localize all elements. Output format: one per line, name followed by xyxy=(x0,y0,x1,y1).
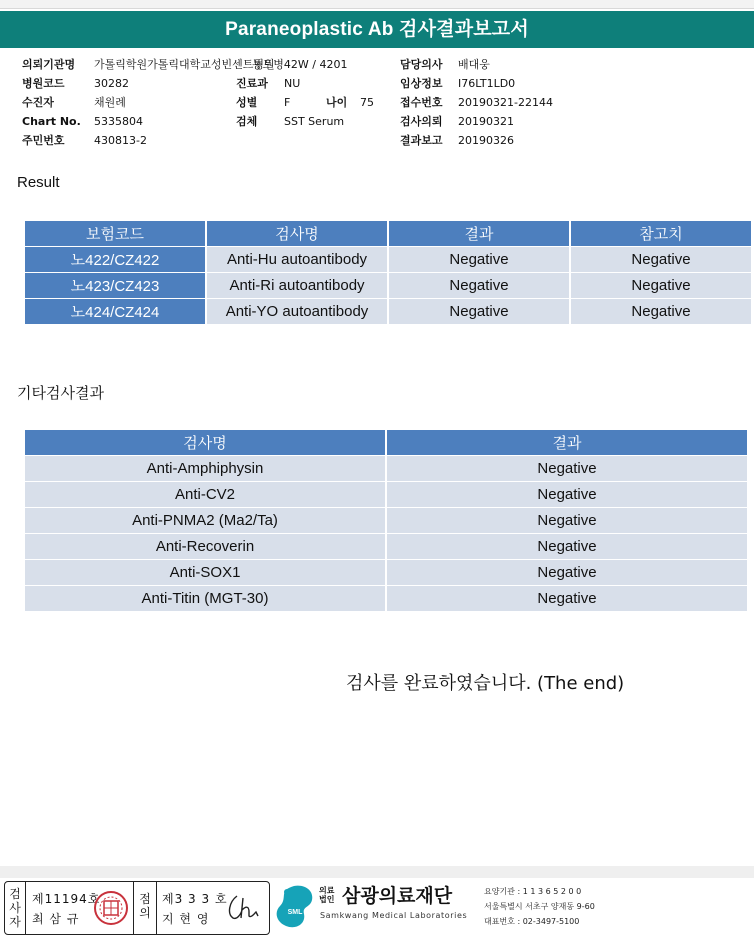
org-prefix-bottom: 법인 xyxy=(319,895,335,904)
org-prefix xyxy=(319,886,334,904)
info-label: 주민번호 xyxy=(22,134,65,147)
table-row xyxy=(25,586,747,611)
info-label: 의뢰기관명 xyxy=(22,58,76,71)
org-phone: 대표번호 : 02-3497-5100 xyxy=(484,917,580,926)
org-address: 서울특별시 서초구 양재동 9-60 xyxy=(484,902,595,911)
report-title: Paraneoplastic Ab 검사결과보고서 xyxy=(0,11,754,48)
insurance-code-cell: 노422/CZ422 xyxy=(25,247,205,272)
reference-cell: Negative xyxy=(571,299,751,324)
table-row xyxy=(25,560,747,585)
test-name-cell: Anti-Titin (MGT-30) xyxy=(25,586,385,611)
column-header: 결과 xyxy=(389,221,569,246)
org-code: 요양기관 : 1 1 3 6 5 2 0 0 xyxy=(484,887,582,896)
inspector-license: 제11194호 xyxy=(32,892,101,906)
test-name-cell: Anti-Recoverin xyxy=(25,534,385,559)
result-cell: Negative xyxy=(387,560,747,585)
insurance-code-cell: 노423/CZ423 xyxy=(25,273,205,298)
info-label: Chart No. xyxy=(22,115,81,128)
test-name-cell: Anti-Hu autoantibody xyxy=(207,247,387,272)
org-name-english: Samkwang Medical Laboratories xyxy=(320,911,468,920)
reviewer-tag-char: 점 xyxy=(139,892,151,906)
insurance-code-cell: 노424/CZ424 xyxy=(25,299,205,324)
table-row xyxy=(25,247,751,272)
result-cell: Negative xyxy=(387,482,747,507)
info-label: 검사의뢰 xyxy=(400,115,443,128)
signature-box xyxy=(4,881,270,935)
inspector-tag xyxy=(6,887,24,929)
info-mid-row xyxy=(236,93,374,112)
inspector-tag-char: 자 xyxy=(9,915,21,929)
table-row xyxy=(25,534,747,559)
info-mid-row xyxy=(236,74,300,93)
info-value: 가톨릭학원가톨릭대학교성빈센트병원 xyxy=(94,58,275,71)
result-cell: Negative xyxy=(387,456,747,481)
divider xyxy=(156,882,157,934)
seal-stamp-icon xyxy=(93,889,129,927)
column-header: 검사명 xyxy=(207,221,387,246)
test-name-cell: Anti-PNMA2 (Ma2/Ta) xyxy=(25,508,385,533)
info-value: 30282 xyxy=(94,77,129,90)
org-name: 삼광의료재단 xyxy=(342,885,453,907)
inspector-tag-char: 검 xyxy=(9,887,21,901)
test-name-cell: Anti-CV2 xyxy=(25,482,385,507)
result-cell: Negative xyxy=(389,247,569,272)
ward-value: 동트병42W / 4201 xyxy=(252,58,348,71)
column-header: 보험코드 xyxy=(25,221,205,246)
info-value: 430813-2 xyxy=(94,134,147,147)
table-header-row xyxy=(25,430,747,455)
column-header: 결과 xyxy=(387,430,747,455)
other-results-table xyxy=(23,429,749,612)
reference-cell: Negative xyxy=(571,273,751,298)
info-value: 20190321-22144 xyxy=(458,96,553,109)
footer-separator xyxy=(0,866,754,878)
sex-label: 성별 xyxy=(236,96,258,109)
table-row xyxy=(25,273,751,298)
test-name-cell: Anti-Amphiphysin xyxy=(25,456,385,481)
column-header: 검사명 xyxy=(25,430,385,455)
logo-text: SML xyxy=(287,909,303,916)
info-value: 5335804 xyxy=(94,115,143,128)
dept-label: 진료과 xyxy=(236,77,268,90)
result-table xyxy=(23,220,753,325)
info-label: 임상정보 xyxy=(400,77,443,90)
inspector-name: 최 삼 규 xyxy=(32,912,80,926)
info-label: 수진자 xyxy=(22,96,54,109)
table-row xyxy=(25,482,747,507)
reviewer-tag xyxy=(136,892,154,920)
test-name-cell: Anti-YO autoantibody xyxy=(207,299,387,324)
info-value: 배대웅 xyxy=(458,58,490,71)
result-cell: Negative xyxy=(387,586,747,611)
table-row xyxy=(25,456,747,481)
sex-value: F xyxy=(284,96,291,109)
org-prefix-top: 의료 xyxy=(319,886,335,895)
sml-logo-icon xyxy=(274,884,316,928)
table-header-row xyxy=(25,221,751,246)
other-results-label: 기타검사결과 xyxy=(17,385,104,402)
inspector-tag-char: 사 xyxy=(9,901,21,915)
result-cell: Negative xyxy=(389,299,569,324)
info-label: 담당의사 xyxy=(400,58,443,71)
info-value: 20190321 xyxy=(458,115,514,128)
table-row xyxy=(25,508,747,533)
specimen-value: SST Serum xyxy=(284,115,345,128)
org-contact xyxy=(484,884,595,929)
table-row xyxy=(25,299,751,324)
reference-cell: Negative xyxy=(571,247,751,272)
test-name-cell: Anti-Ri autoantibody xyxy=(207,273,387,298)
info-value: 채원례 xyxy=(94,96,126,109)
end-message: 검사를 완료하였습니다. (The end) xyxy=(346,673,625,694)
reviewer-name: 지 현 영 xyxy=(162,912,210,926)
info-label: 병원코드 xyxy=(22,77,65,90)
dept-value: NU xyxy=(284,77,301,90)
divider xyxy=(25,882,26,934)
divider xyxy=(133,882,134,934)
info-label: 접수번호 xyxy=(400,96,443,109)
specimen-label: 검체 xyxy=(236,115,258,128)
test-name-cell: Anti-SOX1 xyxy=(25,560,385,585)
info-right xyxy=(400,55,553,150)
info-value: 20190326 xyxy=(458,134,514,147)
age-value: 75 xyxy=(360,96,374,109)
age-label: 나이 xyxy=(326,96,348,109)
result-cell: Negative xyxy=(387,508,747,533)
info-mid-row xyxy=(236,112,344,131)
column-header: 참고치 xyxy=(571,221,751,246)
info-label: 결과보고 xyxy=(400,134,443,147)
result-cell: Negative xyxy=(387,534,747,559)
info-value: I76LT1LD0 xyxy=(458,77,516,90)
top-strip xyxy=(0,0,754,9)
reviewer-license: 제3 3 3 호 xyxy=(162,892,228,906)
reviewer-tag-char: 의 xyxy=(139,906,151,920)
result-section-label: Result xyxy=(17,174,60,191)
signature-icon xyxy=(225,892,263,924)
result-cell: Negative xyxy=(389,273,569,298)
